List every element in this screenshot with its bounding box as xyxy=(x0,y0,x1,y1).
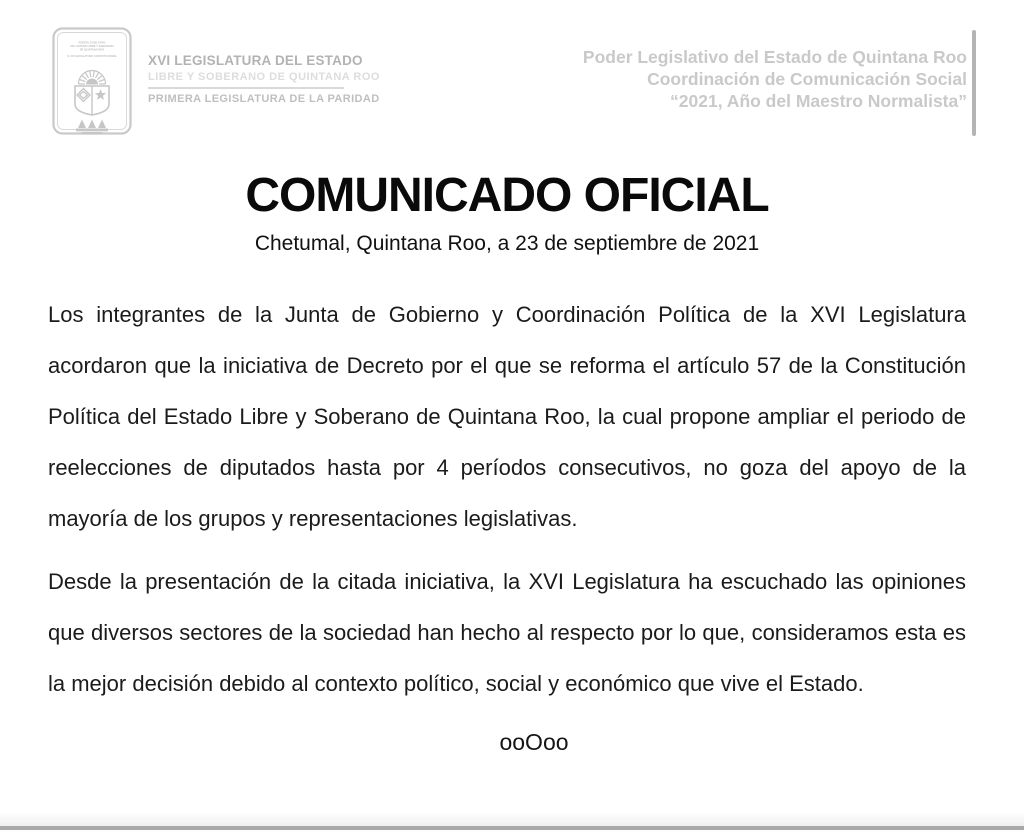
page-title: COMUNICADO OFICIAL xyxy=(245,169,769,222)
legislature-subtitle: LIBRE Y SOBERANO DE QUINTANA ROO xyxy=(148,71,380,83)
seal-micro-line: DEL ESTADO LIBRE Y SOBERANO xyxy=(70,45,114,48)
page-bottom-shadow xyxy=(0,812,1024,826)
letterhead-vertical-rule xyxy=(972,30,976,136)
legislature-seal xyxy=(52,27,132,135)
right-header-line: “2021, Año del Maestro Normalista” xyxy=(670,91,967,111)
sun-rays-icon xyxy=(79,71,106,85)
right-header-line: Poder Legislativo del Estado de Quintana Roo xyxy=(582,47,967,67)
right-header-line: Coordinación de Comunicación Social xyxy=(647,69,967,89)
body-paragraph: Los integrantes de la Junta de Gobierno y Coordinación Política de la XVI Legislatura acordaron que la iniciativa de Decreto por el que se reforma el artículo 57 de la Constitución Política del Estado Libre y Soberano de Quintana Roo, la cual propone ampliar el periodo de reelecciones de diputados hasta por 4 períodos consecutivos, no goza del apoyo de la mayoría de los grupos y representaciones legislativas. xyxy=(48,302,966,531)
seal-micro-line: PODER LEGISLATIVO xyxy=(78,41,106,45)
seal-micro-text xyxy=(67,41,118,59)
legislature-tagline: PRIMERA LEGISLATURA DE LA PARIDAD xyxy=(148,93,380,105)
letterhead-left-block xyxy=(148,53,378,105)
legislature-name: XVI LEGISLATURA DEL ESTADO xyxy=(148,53,363,68)
glyph-icon xyxy=(77,89,90,102)
document-body xyxy=(48,289,966,763)
letterhead-right-block xyxy=(583,46,967,112)
star-icon xyxy=(95,89,106,100)
seal-micro-line: H. XVI LEGISLATURA CONSTITUCIONAL xyxy=(66,55,118,58)
body-paragraph: Desde la presentación de la citada iniciativa, la XVI Legislatura ha escuchado las opiniones que diversos sectores de la sociedad han hecho al respecto por lo que, consideramos esta es la mejor decisión debido al contexto político, social y económico que vive el Estado. xyxy=(48,569,966,696)
pyramids-icon xyxy=(76,120,108,135)
shield-icon xyxy=(75,86,109,115)
seal-micro-line: DE QUINTANA ROO xyxy=(79,48,105,52)
dateline: Chetumal, Quintana Roo, a 23 de septiembre de 2021 xyxy=(254,232,760,255)
letterhead-divider xyxy=(148,87,344,89)
closing-mark: ooOoo xyxy=(499,729,569,755)
